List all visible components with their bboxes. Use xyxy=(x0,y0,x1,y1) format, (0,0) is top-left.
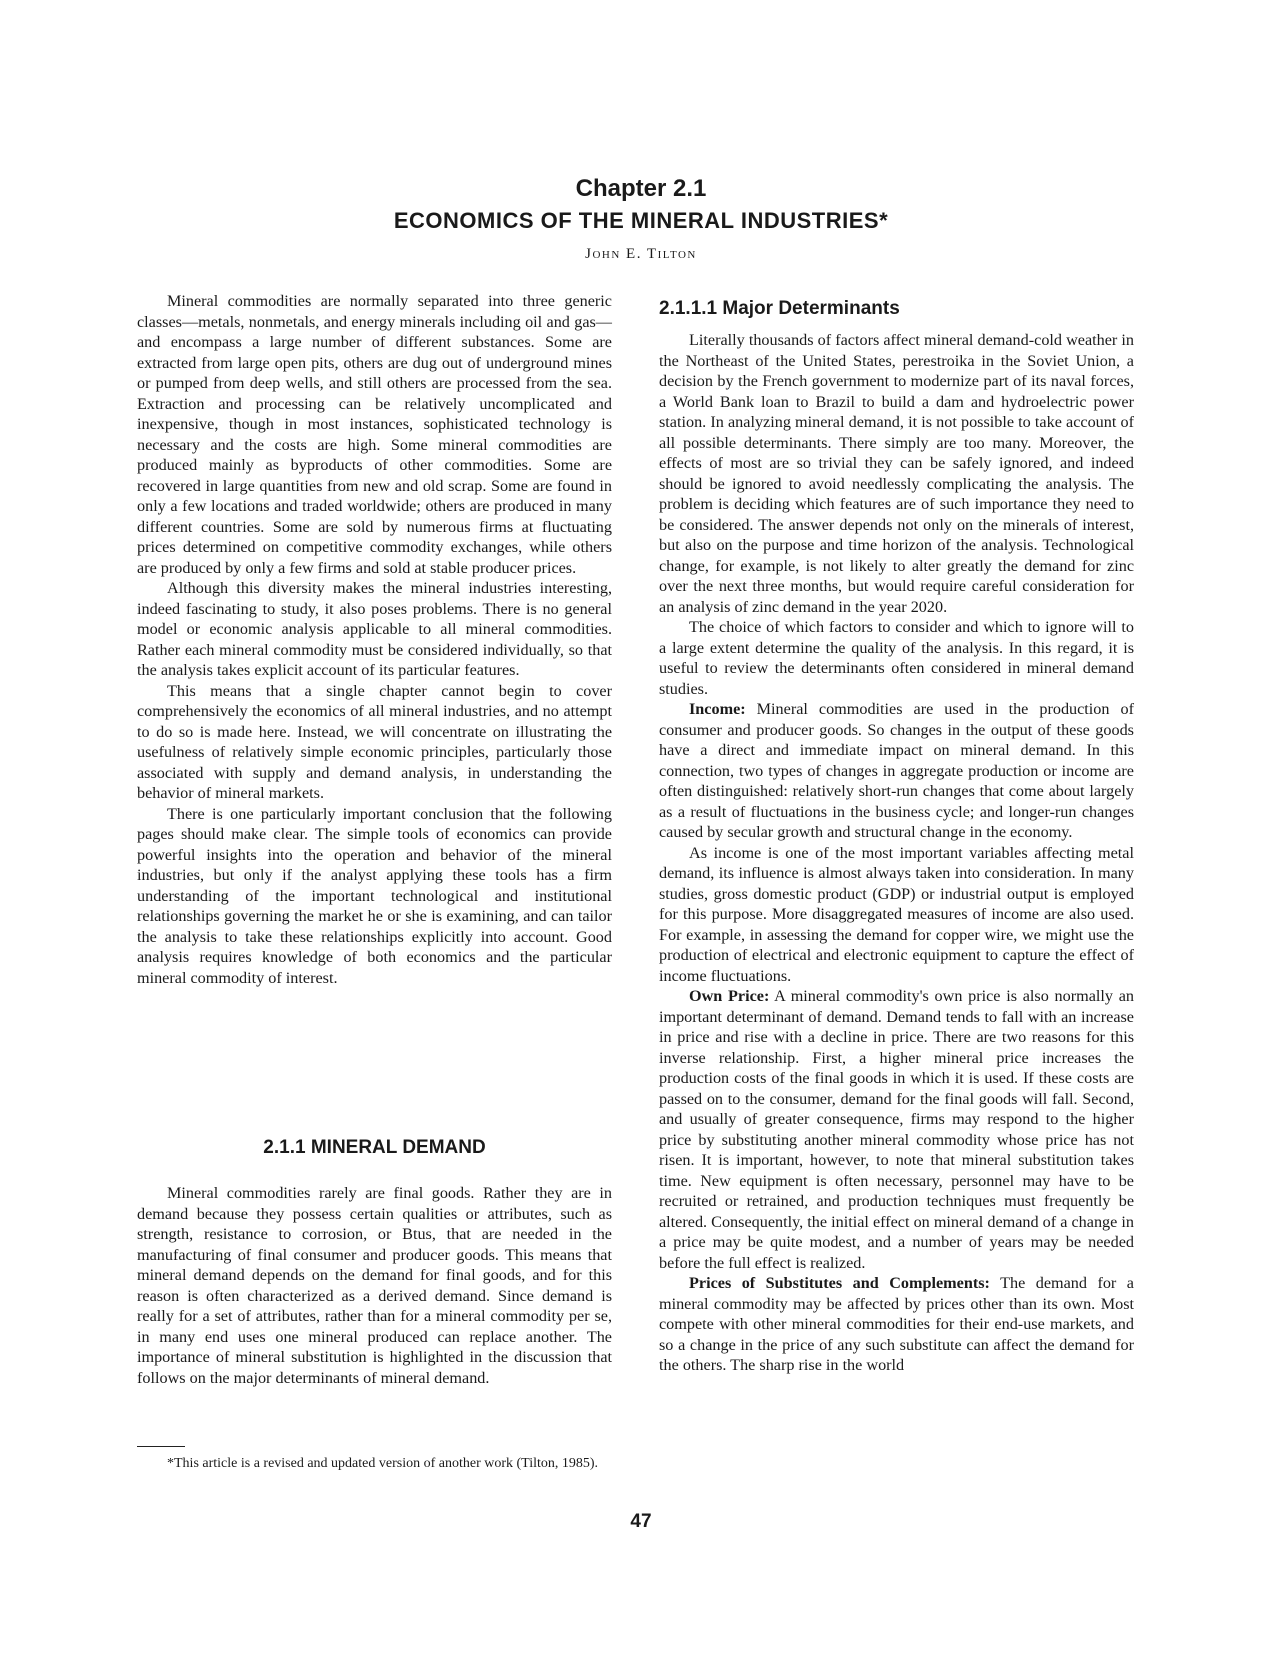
intro-paragraph-4: There is one particularly important conclusion that the following pages should make clear. The simple tools of economics can provide powerful insights into the operation and behavior of the mineral industries, but only if the analyst applying these tools has a firm understanding of the important technological and institutional relationships governing the market he or she is examining, and can tailor the analysis to take these relationships explicitly into account. Good analysis requires knowledge of both economics and the particular mineral commodity of interest. xyxy=(137,804,612,987)
income-run-in-head: Income: xyxy=(689,700,746,718)
intro-paragraph-3: This means that a single chapter cannot begin to cover comprehensively the economics of all mineral industries, and no attempt to do so is made here. Instead, we will concentrate on illustrating the usefulness of relatively simple economic principles, particularly those associated with supply and demand analysis, in understanding the behavior of mineral markets. xyxy=(137,681,612,802)
own-price-paragraph xyxy=(659,986,1134,1273)
intro-paragraph-1: Mineral commodities are normally separated into three generic classes—metals, nonmetals, and energy minerals including oil and gas—and encompass a large number of different substances. Some are extracted from large open pits, others are dug out of underground mines or pumped from deep wells, and still others are processed from the sea. Extraction and processing can be relatively uncomplicated and inexpensive, though in most instances, sophisticated technology is necessary and the costs are high. Some mineral commodities are produced mainly as byproducts of other commodities. Some are recovered in large quantities from new and old scrap. Some are found in only a few locations and traded worldwide; others are produced in many different countries. Some are sold by numerous firms at fluctuating prices determined on competitive commodity exchanges, while others are produced by only a few firms and sold at stable producer prices. xyxy=(137,292,612,577)
demand-paragraph-1: Mineral commodities rarely are final goods. Rather they are in demand because they possess certain qualities or attributes, such as strength, resistance to corrosion, or Btus, that are needed in the manufacturing of final consumer and producer goods. This means that mineral demand depends on the demand for final goods, and for this reason is often characterized as a derived demand. Since demand is really for a set of attributes, rather than for a mineral commodity per se, in many end uses one mineral produced can replace another. The importance of mineral substitution is highlighted in the discussion that follows on the major determinants of mineral demand. xyxy=(137,1184,612,1387)
income-text: Mineral commodities are used in the production of consumer and producer goods. So changes in the output of these goods have a direct and immediate impact on mineral demand. In this connection, two types of changes in aggregate production or income are often distinguished: relatively short-run changes that come about largely as a result of fluctuations in the business cycle; and longer-run changes caused by secular growth and structural change in the economy. xyxy=(659,700,1134,841)
substitutes-run-in-head: Prices of Substitutes and Complements: xyxy=(689,1274,990,1292)
chapter-title: ECONOMICS OF THE MINERAL INDUSTRIES* xyxy=(393,208,889,233)
own-price-run-in-head: Own Price: xyxy=(689,987,770,1005)
intro-text xyxy=(137,291,612,988)
substitutes-text: The demand for a mineral commodity may be affected by prices other than its own. Most compete with other mineral commodities for their end-use markets, and so a change in the price of any such substitute can affect the demand for the others. The sharp rise in the world xyxy=(659,1274,1134,1374)
section-heading-mineral-demand: 2.1.1 MINERAL DEMAND xyxy=(263,1137,486,1158)
footnote-divider xyxy=(137,1446,185,1447)
footnote-text: *This article is a revised and updated version of another work (Tilton, 1985). xyxy=(167,1456,599,1471)
substitutes-paragraph xyxy=(659,1273,1134,1376)
major-determinants-text xyxy=(659,330,1134,1376)
income-paragraph xyxy=(659,699,1134,843)
author-name: John E. Tilton xyxy=(585,246,697,262)
page-number: 47 xyxy=(630,1511,652,1532)
determinants-paragraph-1: Literally thousands of factors affect mineral demand-cold weather in the Northeast of the United States, perestroika in the Soviet Union, a decision by the French government to modernize part of its naval forces, a World Bank loan to Brazil to build a dam and hydroelectric power station. In analyzing mineral demand, it is not possible to take account of all possible determinants. There simply are too many. Moreover, the effects of most are so trivial they can be safely ignored, and indeed should be ignored to avoid needlessly complicating the analysis. The problem is deciding which features are of such importance they need to be considered. The answer depends not only on the minerals of interest, but also on the purpose and time horizon of the analysis. Technological change, for example, is not likely to alter greatly the demand for zinc over the next three months, but would require careful consideration for an analysis of zinc demand in the year 2020. xyxy=(659,331,1134,616)
own-price-text: A mineral commodity's own price is also normally an important determinant of demand. Demand tends to fall with an increase in price and rise with a decline in price. There are two reasons for this inverse relationship. First, a higher mineral price increases the production costs of the final goods in which it is used. If these costs are passed on to the consumer, demand for the final goods will fall. Second, and usually of greater consequence, firms may respond to the higher price by substituting another mineral commodity whose price has not risen. It is important, however, to note that mineral substitution takes time. New equipment is often necessary, personnel may have to be recruited or retrained, and production techniques must frequently be altered. Consequently, the initial effect on mineral demand of a change in a price may be quite modest, and a number of years may be needed before the full effect is realized. xyxy=(659,987,1134,1272)
mineral-demand-text xyxy=(137,1183,612,1388)
section-heading-major-determinants: 2.1.1.1 Major Determinants xyxy=(659,298,900,319)
chapter-label: Chapter 2.1 xyxy=(575,175,707,202)
determinants-paragraph-2: The choice of which factors to consider and which to ignore will to a large extent determine the quality of the analysis. In this regard, it is useful to review the determinants often considered in mineral demand studies. xyxy=(659,618,1134,698)
determinants-paragraph-4: As income is one of the most important variables affecting metal demand, its influence is almost always taken into consideration. In many studies, gross domestic product (GDP) or industrial output is employed for this purpose. More disaggregated measures of income are also used. For example, in assessing the demand for copper wire, we might use the production of electrical and electronic equipment to capture the effect of income fluctuations. xyxy=(659,843,1134,985)
footnote xyxy=(137,1455,612,1473)
intro-paragraph-2: Although this diversity makes the mineral industries interesting, indeed fascinating to study, it also poses problems. There is no general model or economic analysis applicable to all mineral commodities. Rather each mineral commodity must be considered individually, so that the analysis takes explicit account of its particular features. xyxy=(137,579,612,679)
